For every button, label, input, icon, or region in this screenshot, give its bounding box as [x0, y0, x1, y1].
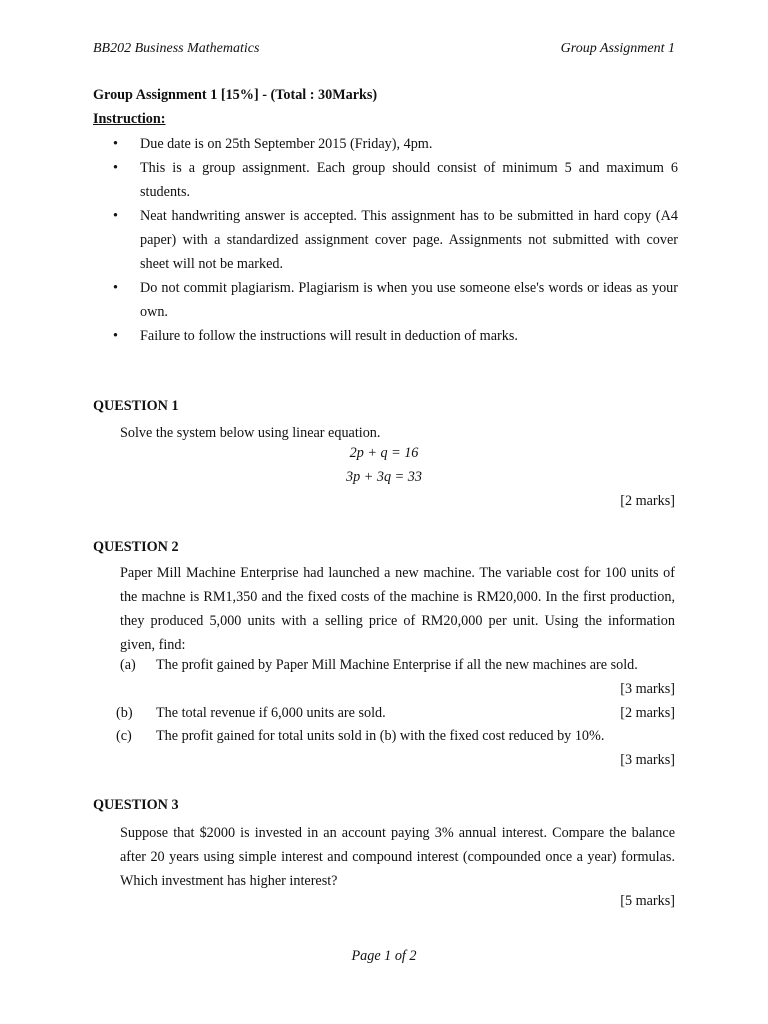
question-2c-label: (c)	[116, 728, 132, 744]
question-2-title: QUESTION 2	[93, 539, 179, 555]
question-1-marks: [2 marks]	[620, 493, 675, 509]
instruction-item: • Do not commit plagiarism. Plagiarism is when you use someone else's words or ideas as your own.	[93, 276, 678, 324]
header-assignment: Group Assignment 1	[560, 41, 675, 56]
instruction-item: • This is a group assignment. Each group should consist of minimum 5 and maximum 6 students.	[93, 156, 678, 204]
instruction-item: • Due date is on 25th September 2015 (Friday), 4pm.	[93, 132, 678, 156]
page-number: Page 1 of 2	[351, 948, 417, 964]
header-course: BB202 Business Mathematics	[93, 41, 260, 56]
question-2-text: Paper Mill Machine Enterprise had launched a new machine. The variable cost for 100 units of the machne is RM1,350 and the fixed costs of the machine is RM20,000. In the first production, they produced 5,000 units with a selling price of RM20,000 per unit. Using the information given, find:	[120, 565, 675, 653]
instruction-item: • Failure to follow the instructions will result in deduction of marks.	[93, 324, 678, 348]
question-3-marks: [5 marks]	[620, 893, 675, 909]
question-2b-marks: [2 marks]	[620, 705, 675, 721]
instruction-item: • Neat handwriting answer is accepted. This assignment has to be submitted in hard copy (A4 paper) with a standardized assignment cover page. Assignments not submitted with cover sheet will not be marked.	[93, 204, 678, 276]
page-title: Group Assignment 1 [15%] - (Total : 30Marks)	[93, 87, 378, 103]
instruction-list	[93, 132, 678, 348]
question-2a-text: The profit gained by Paper Mill Machine Enterprise if all the new machines are sold.	[156, 657, 638, 673]
question-2a-label: (a)	[120, 657, 136, 673]
question-2b-text: The total revenue if 6,000 units are sold.	[156, 705, 386, 721]
question-1-text: Solve the system below using linear equation.	[120, 425, 381, 441]
instruction-label: Instruction:	[93, 111, 166, 127]
question-2a-marks: [3 marks]	[620, 681, 675, 697]
question-1-title: QUESTION 1	[93, 398, 179, 414]
question-2b-label: (b)	[116, 705, 133, 721]
question-3-text: Suppose that $2000 is invested in an account paying 3% annual interest. Compare the balance after 20 years using simple interest and compound interest (compounded once a year) formulas. Which investment has higher interest?	[120, 825, 675, 889]
question-2c-text: The profit gained for total units sold in (b) with the fixed cost reduced by 10%.	[156, 728, 605, 744]
question-3-title: QUESTION 3	[93, 797, 179, 813]
question-1-equation-1: 2p + q = 16	[349, 445, 419, 461]
question-2c-marks: [3 marks]	[620, 752, 675, 768]
question-1-equation-2: 3p + 3q = 33	[346, 469, 422, 485]
